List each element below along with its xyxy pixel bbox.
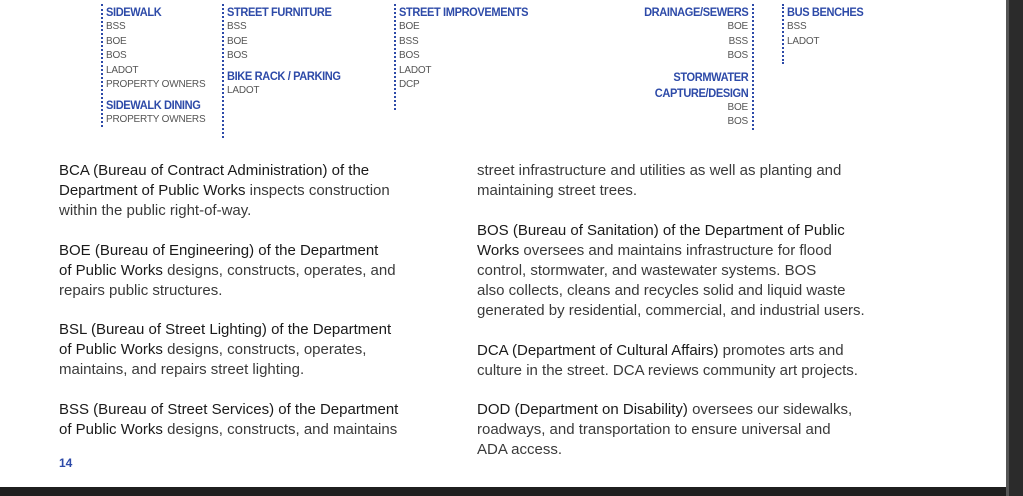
bus-benches-column xyxy=(782,4,870,64)
street-improvements-heading: STREET IMPROVEMENTS xyxy=(399,5,529,19)
bos-text: oversees and maintains infrastructure for flood xyxy=(519,242,832,259)
bos-paragraph xyxy=(477,221,865,321)
list-item: BOS xyxy=(106,50,127,61)
bsl-text: designs, constructs, operates, xyxy=(162,341,367,358)
dod-paragraph xyxy=(477,400,852,460)
viewer-scrollbar[interactable] xyxy=(1006,0,1023,496)
boe-paragraph xyxy=(59,241,396,301)
boe-department: of Public Works xyxy=(59,262,163,279)
bca-name: BCA (Bureau of Contract Administration) of the xyxy=(59,162,370,179)
list-item: BSS xyxy=(728,35,748,47)
viewer-bottom-edge xyxy=(0,487,1006,496)
list-item: BOS xyxy=(399,50,420,61)
continuation-text: street infrastructure and utilities as well as planting and xyxy=(477,162,842,179)
bss-name: BSS (Bureau of Street Services) of the Department xyxy=(59,401,399,418)
bos-text: control, stormwater, and wastewater systems. BOS xyxy=(477,262,817,279)
list-item: BSS xyxy=(399,35,419,47)
sidewalk-dining-heading: SIDEWALK DINING xyxy=(106,97,201,112)
bsl-paragraph xyxy=(59,320,391,380)
bos-name: BOS (Bureau of Sanitation) of the Department of Public xyxy=(477,222,845,239)
list-item: LADOT xyxy=(227,84,260,96)
bss-paragraph xyxy=(59,400,398,440)
list-item: PROPERTY OWNERS xyxy=(106,113,206,125)
bsl-department: of Public Works xyxy=(59,341,163,358)
bca-department: Department of Public Works xyxy=(59,182,246,199)
dod-text: roadways, and transportation to ensure universal and xyxy=(477,421,831,438)
street-furniture-column xyxy=(222,4,351,138)
drainage-sewers-heading: DRAINAGE/SEWERS xyxy=(643,5,748,19)
bss-department: of Public Works xyxy=(59,421,163,438)
dod-text: oversees our sidewalks, xyxy=(687,401,853,418)
list-item: BOE xyxy=(106,35,127,47)
bsl-text: maintains, and repairs street lighting. xyxy=(59,361,305,378)
list-item: BOS xyxy=(727,116,748,127)
list-item: BSS xyxy=(106,21,126,32)
list-item: LADOT xyxy=(106,64,139,76)
dca-text: culture in the street. DCA reviews community art projects. xyxy=(477,362,858,379)
bca-text: within the public right-of-way. xyxy=(59,202,252,219)
list-item: BSS xyxy=(227,21,247,32)
boe-name: BOE (Bureau of Engineering) of the Department xyxy=(59,242,379,259)
bos-works: Works xyxy=(477,242,520,259)
stormwater-heading: STORMWATER xyxy=(672,69,748,84)
list-item: BOE xyxy=(727,21,748,32)
bike-rack-parking-heading: BIKE RACK / PARKING xyxy=(227,68,341,83)
sidewalk-heading: SIDEWALK xyxy=(106,5,162,19)
list-item: BOE xyxy=(727,101,748,113)
bca-text: inspects construction xyxy=(245,182,390,199)
dca-paragraph xyxy=(477,341,858,381)
bss-text: designs, constructs, and maintains xyxy=(162,421,398,438)
list-item: PROPERTY OWNERS xyxy=(106,79,206,90)
capture-design-heading: CAPTURE/DESIGN xyxy=(654,85,748,100)
boe-text: designs, constructs, operates, and xyxy=(162,262,396,279)
dod-name: DOD (Department on Disability) xyxy=(477,401,688,418)
page-number: 14 xyxy=(59,456,73,470)
boe-text: repairs public structures. xyxy=(59,282,223,299)
bsl-name: BSL (Bureau of Street Lighting) of the Department xyxy=(59,321,392,338)
list-item: BOE xyxy=(399,21,420,32)
continuation-text: maintaining street trees. xyxy=(477,182,638,199)
list-item: BOE xyxy=(227,35,248,47)
bus-benches-heading: BUS BENCHES xyxy=(787,5,864,19)
list-item: BSS xyxy=(787,21,807,32)
drainage-sewers-column xyxy=(635,4,754,130)
dod-text: ADA access. xyxy=(477,441,563,458)
sidewalk-column xyxy=(101,4,209,127)
bss-continuation-paragraph xyxy=(477,161,841,201)
list-item: BOS xyxy=(727,50,748,61)
bca-paragraph xyxy=(59,161,390,221)
bos-text: generated by residential, commercial, and industrial users. xyxy=(477,302,865,319)
dca-name: DCA (Department of Cultural Affairs) xyxy=(477,342,719,359)
list-item: LADOT xyxy=(787,35,820,47)
bos-text: also collects, cleans and recycles solid and liquid waste xyxy=(477,282,846,299)
list-item: DCP xyxy=(399,79,420,90)
list-item: BOS xyxy=(227,50,248,61)
street-furniture-heading: STREET FURNITURE xyxy=(227,5,332,19)
dca-text: promotes arts and xyxy=(718,342,844,359)
list-item: LADOT xyxy=(399,64,432,76)
street-improvements-column xyxy=(394,4,539,110)
